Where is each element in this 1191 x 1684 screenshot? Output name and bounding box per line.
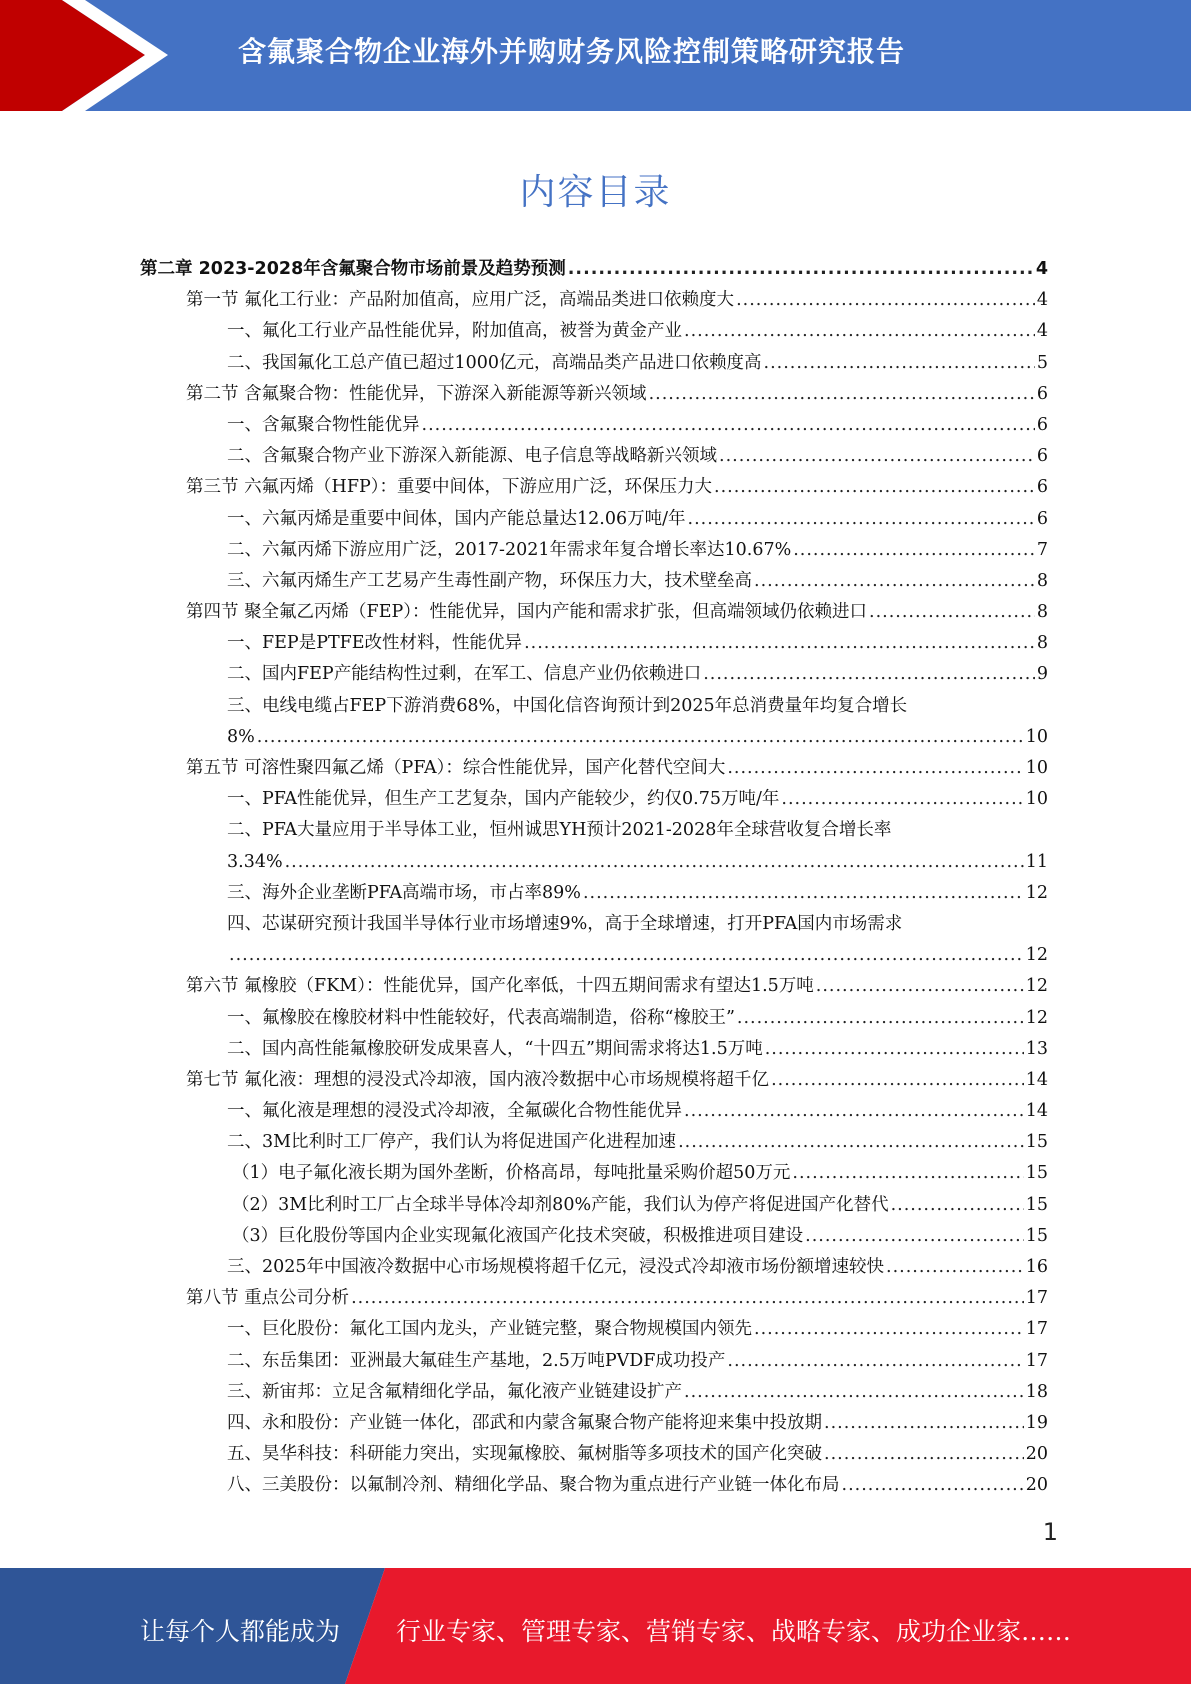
toc-entry-text: 一、FEP是PTFE改性材料，性能优异 xyxy=(227,633,523,654)
toc-entry[interactable] xyxy=(140,1439,1048,1470)
toc-entry-text: 第四节 聚全氟乙丙烯（FEP）：性能优异，国内产能和需求扩张，但高端领域仍依赖进口 xyxy=(186,602,868,623)
toc-leader-dots xyxy=(816,971,1024,1002)
toc-entry[interactable] xyxy=(140,1190,1048,1221)
toc-page-number: 4 xyxy=(1036,321,1048,342)
toc-leader-dots xyxy=(684,1377,1024,1408)
toc-leader-dots xyxy=(727,1346,1023,1377)
toc-entry-text: 第二章 2023-2028年含氟聚合物市场前景及趋势预测 xyxy=(140,259,566,279)
footer-slogan-left: 让每个人都能成为 xyxy=(140,1617,341,1646)
toc-page-number: 7 xyxy=(1036,539,1048,560)
toc-entry[interactable] xyxy=(140,815,1048,877)
toc-entry[interactable] xyxy=(140,1096,1048,1127)
toc-entry-text: 二、PFA大量应用于半导体工业，恒州诚思YH预计2021-2028年全球营收复合增长率 xyxy=(227,820,892,841)
toc-page-number: 19 xyxy=(1025,1412,1048,1433)
toc-page-number: 16 xyxy=(1025,1257,1048,1277)
toc-entry[interactable] xyxy=(140,1314,1048,1345)
toc-page-number: 10 xyxy=(1025,726,1048,747)
toc-entry-text: 一、六氟丙烯是重要中间体，国内产能总量达12.06万吨/年 xyxy=(227,508,686,529)
toc-leader-dots xyxy=(684,316,1035,347)
toc-entry-text: 第二节 含氟聚合物：性能优异，下游深入新能源等新兴领域 xyxy=(186,383,647,404)
toc-entry[interactable] xyxy=(140,472,1048,503)
toc-entry-text: 三、新宙邦：立足含氟精细化学品，氟化液产业链建设扩产 xyxy=(227,1381,682,1402)
toc-leader-dots xyxy=(842,1470,1024,1501)
toc-leader-dots xyxy=(422,410,1035,441)
toc-page-number: 6 xyxy=(1036,446,1048,467)
toc-entry[interactable] xyxy=(140,878,1048,909)
toc-entry-text: 一、氟橡胶在橡胶材料中性能较好，代表高端制造，俗称“橡胶王” xyxy=(227,1007,735,1028)
toc-page-number: 15 xyxy=(1025,1132,1048,1153)
toc-page-number: 13 xyxy=(1025,1038,1048,1059)
toc-leader-dots xyxy=(824,1439,1024,1470)
toc-page-number: 20 xyxy=(1025,1475,1048,1496)
page-number: 1 xyxy=(1042,1518,1058,1546)
toc-entry[interactable] xyxy=(140,971,1048,1002)
toc-entry-text: 第五节 可溶性聚四氟乙烯（PFA）：综合性能优异，国产化替代空间大 xyxy=(186,758,726,778)
toc-leader-dots xyxy=(736,285,1035,316)
toc-entry-text: 一、含氟聚合物性能优异 xyxy=(227,414,420,435)
toc-leader-dots xyxy=(869,597,1035,628)
toc-entry[interactable] xyxy=(140,1158,1048,1189)
toc-page-number: 12 xyxy=(1025,945,1048,966)
toc-leader-dots xyxy=(886,1252,1024,1283)
toc-entry-text: 三、2025年中国液冷数据中心市场规模将超千亿元，浸没式冷却液市场份额增速较快 xyxy=(227,1257,885,1277)
toc-page-number: 20 xyxy=(1025,1444,1048,1465)
toc-leader-dots xyxy=(684,1096,1024,1127)
toc-leader-dots xyxy=(568,254,1034,285)
toc-leader-dots xyxy=(583,878,1024,909)
toc-entry[interactable] xyxy=(140,379,1048,410)
toc-entry[interactable] xyxy=(140,1408,1048,1439)
toc-page-number: 12 xyxy=(1025,1007,1048,1028)
toc-entry-text: （3）巨化股份等国内企业实现氟化液国产化技术突破，积极推进项目建设 xyxy=(232,1225,804,1246)
toc-leader-dots xyxy=(727,753,1023,784)
toc-leader-dots xyxy=(737,1003,1024,1034)
toc-entry[interactable] xyxy=(140,659,1048,690)
footer-slogan-right: 行业专家、管理专家、营销专家、战略专家、成功企业家…… xyxy=(396,1617,1072,1646)
toc-entry[interactable] xyxy=(140,504,1048,535)
toc-entry[interactable] xyxy=(140,1346,1048,1377)
toc-leader-dots xyxy=(678,1127,1024,1158)
toc-entry[interactable] xyxy=(140,254,1048,285)
toc-leader-dots xyxy=(805,1221,1024,1252)
toc-page-number: 15 xyxy=(1025,1194,1048,1215)
toc-entry-text: （2）3M比利时工厂占全球半导体冷却剂80%产能，我们认为停产将促进国产化替代 xyxy=(232,1194,889,1215)
toc-entry-text: 四、永和股份：产业链一体化，邵武和内蒙含氟聚合物产能将迎来集中投放期 xyxy=(227,1412,822,1433)
report-title: 含氟聚合物企业海外并购财务风险控制策略研究报告 xyxy=(238,35,906,68)
page-footer xyxy=(0,1568,1191,1684)
toc-entry-text: 一、PFA性能优异，但生产工艺复杂，国内产能较少，约仅0.75万吨/年 xyxy=(227,789,780,810)
toc-page-number: 8 xyxy=(1036,633,1048,654)
toc-page-number: 6 xyxy=(1036,477,1048,498)
toc-entry-text: 三、六氟丙烯生产工艺易产生毒性副产物，环保压力大，技术壁垒高 xyxy=(227,570,752,591)
toc-leader-dots xyxy=(765,1034,1024,1065)
toc-entry-text: 二、国内FEP产能结构性过剩，在军工、信息产业仍依赖进口 xyxy=(227,664,702,685)
toc-entry-text: 二、东岳集团：亚洲最大氟硅生产基地，2.5万吨PVDF成功投产 xyxy=(227,1350,726,1371)
toc-entry-text-continued: 3.34% xyxy=(227,851,283,872)
toc-page-number: 8 xyxy=(1036,602,1048,623)
toc-entry-text: 第八节 重点公司分析 xyxy=(186,1288,350,1309)
toc-entry-text: 一、氟化工行业产品性能优异，附加值高，被誉为黄金产业 xyxy=(227,321,682,342)
toc-entry-text: 第三节 六氟丙烯（HFP）：重要中间体，下游应用广泛，环保压力大 xyxy=(186,477,712,498)
toc-entry-text: 一、氟化液是理想的浸没式冷却液，全氟碳化合物性能优异 xyxy=(227,1101,682,1122)
toc-entry[interactable] xyxy=(140,1127,1048,1158)
toc-entry[interactable] xyxy=(140,597,1048,628)
toc-entry-text: 三、电线电缆占FEP下游消费68%，中国化信咨询预计到2025年总消费量年均复合增长 xyxy=(227,695,908,716)
toc-entry-text: 四、芯谋研究预计我国半导体行业市场增速9%，高于全球增速，打开PFA国内市场需求 xyxy=(227,913,903,934)
toc-entry-text: 第六节 氟橡胶（FKM）：性能优异，国产化率低，十四五期间需求有望达1.5万吨 xyxy=(186,976,814,997)
toc-leader-dots xyxy=(771,1065,1024,1096)
toc-page-number: 12 xyxy=(1025,882,1048,903)
toc-entry[interactable] xyxy=(140,535,1048,566)
toc-entry[interactable] xyxy=(140,691,1048,753)
toc-leader-dots xyxy=(824,1408,1024,1439)
toc-page-number: 5 xyxy=(1036,352,1048,373)
toc-leader-dots xyxy=(764,348,1035,379)
toc-entry-text: 二、含氟聚合物产业下游深入新能源、电子信息等战略新兴领域 xyxy=(227,446,717,467)
toc-entry-text: 八、三美股份：以氟制冷剂、精细化学品、聚合物为重点进行产业链一体化布局 xyxy=(227,1475,840,1496)
toc-entry-text: 第一节 氟化工行业：产品附加值高，应用广泛，高端品类进口依赖度大 xyxy=(186,290,735,311)
toc-entry-text: （1）电子氟化液长期为国外垄断，价格高昂，每吨批量采购价超50万元 xyxy=(232,1163,791,1184)
toc-entry[interactable] xyxy=(140,348,1048,379)
toc-leader-dots xyxy=(891,1190,1024,1221)
toc-entry-text: 二、国内高性能氟橡胶研发成果喜人，“十四五”期间需求将达1.5万吨 xyxy=(227,1038,763,1059)
toc-entry-text: 一、巨化股份：氟化工国内龙头，产业链完整，聚合物规模国内领先 xyxy=(227,1319,752,1340)
toc-entry[interactable] xyxy=(140,441,1048,472)
toc-entry[interactable] xyxy=(140,1470,1048,1501)
toc-page-number: 17 xyxy=(1025,1288,1048,1309)
toc-page-number: 14 xyxy=(1025,1101,1048,1122)
toc-leader-dots xyxy=(649,379,1035,410)
toc-leader-dots xyxy=(285,847,1024,878)
toc-entry[interactable] xyxy=(140,1221,1048,1252)
toc-entry[interactable] xyxy=(140,566,1048,597)
toc-page-number: 10 xyxy=(1025,758,1048,778)
toc-page-number: 6 xyxy=(1036,508,1048,529)
toc-leader-dots xyxy=(257,722,1024,753)
toc-entry-text: 三、海外企业垄断PFA高端市场，市占率89% xyxy=(227,882,581,903)
toc-page-number: 9 xyxy=(1036,664,1048,685)
toc-leader-dots xyxy=(793,535,1035,566)
toc-entry-text: 第七节 氟化液：理想的浸没式冷却液，国内液冷数据中心市场规模将超千亿 xyxy=(186,1069,770,1090)
toc-entry[interactable] xyxy=(140,316,1048,347)
toc-page-number: 17 xyxy=(1025,1319,1048,1340)
toc-page-number: 4 xyxy=(1035,259,1048,279)
toc-entry[interactable] xyxy=(140,784,1048,815)
toc-leader-dots xyxy=(351,1283,1024,1314)
page-header xyxy=(0,0,1191,111)
toc-page-number: 6 xyxy=(1036,383,1048,404)
toc-entry-text: 二、六氟丙烯下游应用广泛，2017-2021年需求年复合增长率达10.67% xyxy=(227,539,792,560)
toc-entry[interactable] xyxy=(140,1283,1048,1314)
toc-entry[interactable] xyxy=(140,285,1048,316)
toc-entry[interactable] xyxy=(140,410,1048,441)
toc-entry[interactable] xyxy=(140,1377,1048,1408)
toc-page-number: 6 xyxy=(1036,414,1048,435)
toc-entry-text: 二、我国氟化工总产值已超过1000亿元，高端品类产品进口依赖度高 xyxy=(227,352,762,373)
toc-entry[interactable] xyxy=(140,628,1048,659)
toc-leader-dots xyxy=(688,504,1035,535)
toc-heading: 内容目录 xyxy=(519,172,672,213)
toc-page-number: 14 xyxy=(1025,1069,1048,1090)
toc-entry[interactable] xyxy=(140,1003,1048,1034)
toc-leader-dots xyxy=(781,784,1023,815)
toc-page-number: 11 xyxy=(1025,851,1048,872)
toc-leader-dots xyxy=(524,628,1035,659)
toc-page-number: 12 xyxy=(1025,976,1048,997)
table-of-contents xyxy=(140,254,1048,1502)
toc-leader-dots xyxy=(754,1314,1024,1345)
toc-page-number: 15 xyxy=(1025,1225,1048,1246)
toc-page-number: 4 xyxy=(1036,290,1048,311)
toc-entry[interactable] xyxy=(140,1034,1048,1065)
toc-entry-text: 二、3M比利时工厂停产，我们认为将促进国产化进程加速 xyxy=(227,1132,677,1153)
toc-page-number: 17 xyxy=(1025,1350,1048,1371)
toc-leader-dots xyxy=(714,472,1035,503)
toc-entry[interactable] xyxy=(140,753,1048,784)
toc-page-number: 10 xyxy=(1025,789,1048,810)
toc-leader-dots xyxy=(229,940,1024,971)
toc-leader-dots xyxy=(703,659,1035,690)
toc-page-number: 15 xyxy=(1025,1163,1048,1184)
toc-page-number: 8 xyxy=(1036,570,1048,591)
toc-leader-dots xyxy=(754,566,1035,597)
toc-entry-text: 五、昊华科技：科研能力突出，实现氟橡胶、氟树脂等多项技术的国产化突破 xyxy=(227,1444,822,1465)
toc-entry[interactable] xyxy=(140,1065,1048,1096)
toc-entry-text-continued: 8% xyxy=(227,726,255,747)
toc-leader-dots xyxy=(792,1158,1023,1189)
toc-leader-dots xyxy=(719,441,1035,472)
toc-entry[interactable] xyxy=(140,1252,1048,1283)
toc-entry[interactable] xyxy=(140,909,1048,971)
toc-page-number: 18 xyxy=(1025,1381,1048,1402)
